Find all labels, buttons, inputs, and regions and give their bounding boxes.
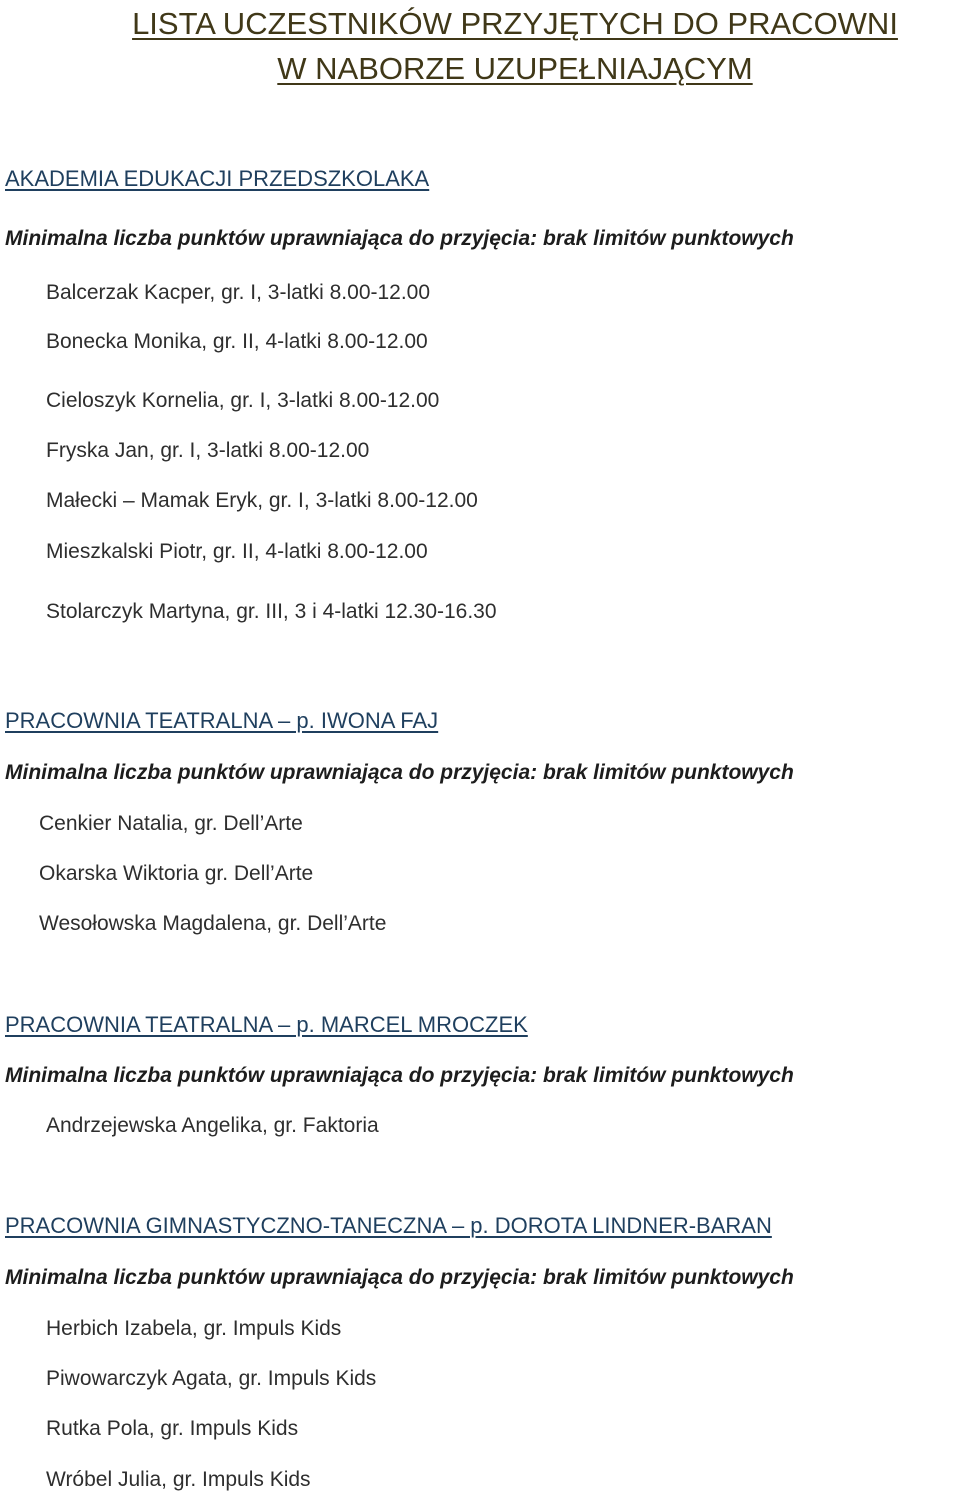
section-min-points: Minimalna liczba punktów uprawniająca do przyjęcia: brak limitów punktowych [5,227,794,250]
participant-item: Wesołowska Magdalena, gr. Dell’Arte [39,912,387,935]
document-title-line-1: LISTA UCZESTNIKÓW PRZYJĘTYCH DO PRACOWNI [132,6,898,41]
participant-item: Małecki – Mamak Eryk, gr. I, 3-latki 8.00-12.00 [46,489,478,512]
participant-item: Cenkier Natalia, gr. Dell’Arte [39,812,303,835]
participant-item: Mieszkalski Piotr, gr. II, 4-latki 8.00-12.00 [46,540,428,563]
participant-item: Fryska Jan, gr. I, 3-latki 8.00-12.00 [46,439,370,462]
participant-item: Andrzejewska Angelika, gr. Faktoria [46,1114,379,1137]
participant-item: Bonecka Monika, gr. II, 4-latki 8.00-12.00 [46,330,428,353]
participant-item: Wróbel Julia, gr. Impuls Kids [46,1468,311,1491]
section-heading-teatralna-faj: PRACOWNIA TEATRALNA – p. IWONA FAJ [5,708,439,733]
section-heading-gimnastyczno-taneczna: PRACOWNIA GIMNASTYCZNO-TANECZNA – p. DOROTA LINDNER-BARAN [5,1213,772,1238]
participant-item: Okarska Wiktoria gr. Dell’Arte [39,862,314,885]
section-min-points: Minimalna liczba punktów uprawniająca do przyjęcia: brak limitów punktowych [5,1266,794,1289]
section-heading-akademia: AKADEMIA EDUKACJI PRZEDSZKOLAKA [5,166,430,191]
section-min-points: Minimalna liczba punktów uprawniająca do przyjęcia: brak limitów punktowych [5,761,794,784]
participant-item: Stolarczyk Martyna, gr. III, 3 i 4-latki 12.30-16.30 [46,600,497,623]
document-title-line-2: W NABORZE UZUPEŁNIAJĄCYM [277,51,753,86]
participant-item: Cieloszyk Kornelia, gr. I, 3-latki 8.00-12.00 [46,389,440,412]
participant-item: Herbich Izabela, gr. Impuls Kids [46,1317,342,1340]
section-heading-teatralna-mroczek: PRACOWNIA TEATRALNA – p. MARCEL MROCZEK [5,1012,528,1037]
participant-item: Balcerzak Kacper, gr. I, 3-latki 8.00-12.00 [46,281,431,304]
participant-item: Piwowarczyk Agata, gr. Impuls Kids [46,1367,377,1390]
section-min-points: Minimalna liczba punktów uprawniająca do przyjęcia: brak limitów punktowych [5,1064,794,1087]
participant-item: Rutka Pola, gr. Impuls Kids [46,1417,299,1440]
